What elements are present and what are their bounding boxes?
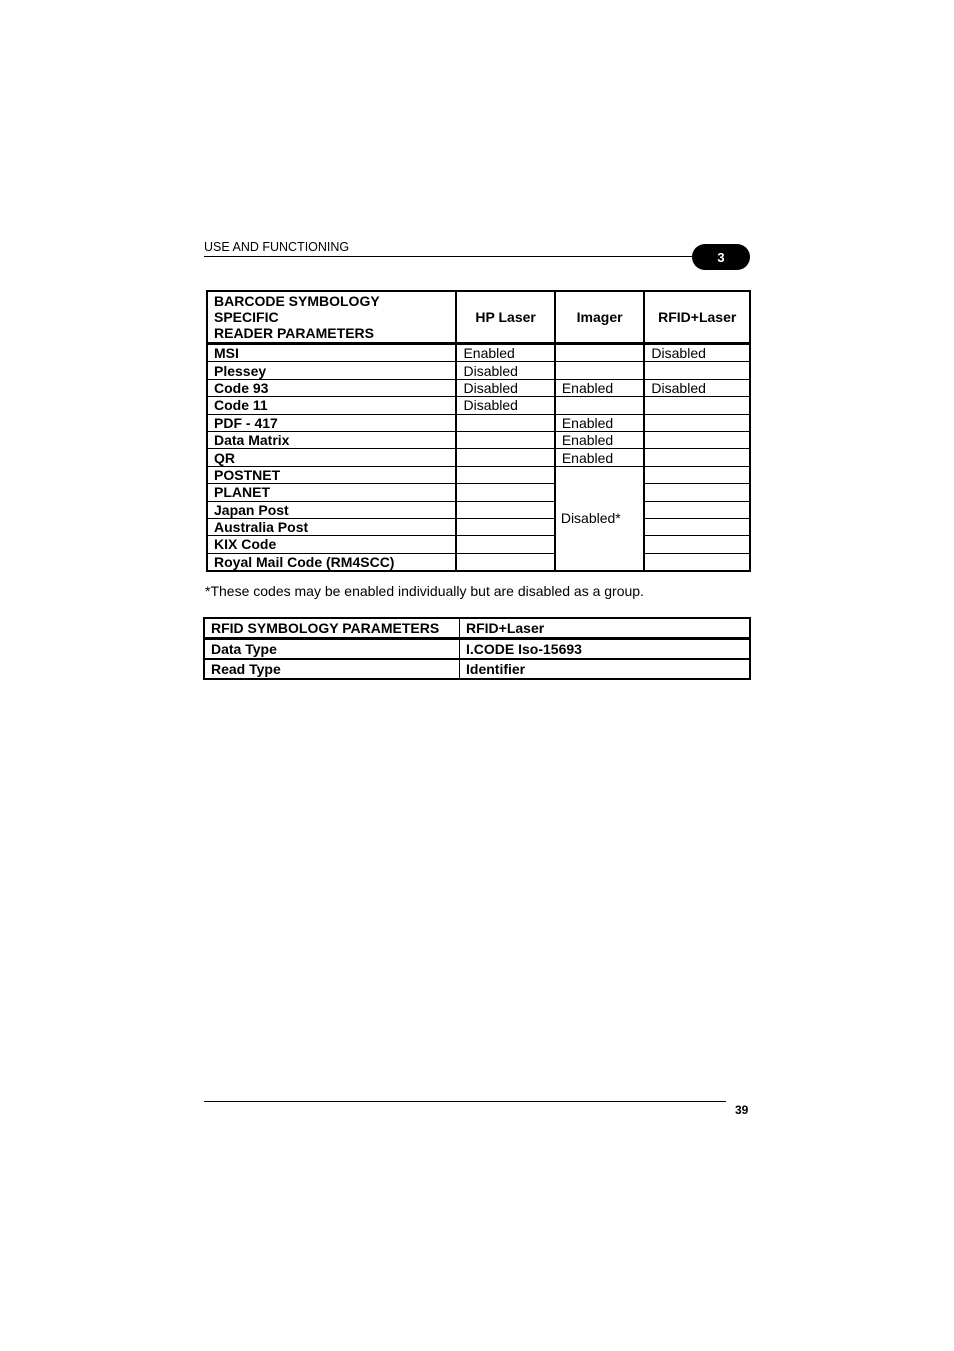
table-row [204, 659, 750, 679]
table-header-row [204, 618, 750, 639]
footer-rule [204, 1101, 726, 1102]
rfid-laser-value [644, 362, 750, 379]
table-row [207, 414, 750, 431]
symbology-name: POSTNET [207, 466, 456, 483]
symbology-name: Data Matrix [207, 431, 456, 448]
imager-value [555, 397, 645, 414]
hp-laser-value [456, 466, 554, 483]
hp-laser-value [456, 553, 554, 571]
rfid-laser-value [644, 553, 750, 571]
column-header-rfid-laser: RFID+Laser [644, 291, 750, 344]
table-row [207, 431, 750, 448]
rfid-laser-value [644, 536, 750, 553]
hp-laser-value [456, 536, 554, 553]
table-row [207, 449, 750, 466]
imager-value [555, 344, 645, 362]
hp-laser-value [456, 449, 554, 466]
section-title: USE AND FUNCTIONING [204, 240, 350, 254]
hp-laser-value: Disabled [456, 397, 554, 414]
table-row [207, 466, 750, 483]
page-number: 39 [735, 1103, 749, 1117]
table-header-row [207, 291, 750, 344]
hp-laser-value: Enabled [456, 344, 554, 362]
table-row [207, 484, 750, 501]
symbology-name: PDF - 417 [207, 414, 456, 431]
symbology-name: KIX Code [207, 536, 456, 553]
rfid-laser-value [644, 397, 750, 414]
imager-value: Enabled [555, 449, 645, 466]
table-row [207, 501, 750, 518]
rfid-laser-value [644, 414, 750, 431]
symbology-name: Royal Mail Code (RM4SCC) [207, 553, 456, 571]
rfid-parameter-name: Data Type [204, 639, 460, 660]
rfid-parameters-table [203, 617, 751, 680]
table-row [207, 379, 750, 396]
hp-laser-value [456, 431, 554, 448]
imager-value: Enabled [555, 431, 645, 448]
symbology-name: Japan Post [207, 501, 456, 518]
rfid-parameter-value: I.CODE Iso-15693 [460, 639, 751, 660]
rfid-laser-value [644, 518, 750, 535]
rfid-laser-value [644, 501, 750, 518]
symbology-name: Plessey [207, 362, 456, 379]
table-row [207, 553, 750, 571]
barcode-parameters-table [206, 290, 751, 572]
rfid-parameter-name: Read Type [204, 659, 460, 679]
symbology-name: Code 11 [207, 397, 456, 414]
column-header-rfid-laser: RFID+Laser [460, 618, 751, 639]
column-header-line: BARCODE SYMBOLOGY [214, 293, 380, 309]
symbology-name: Code 93 [207, 379, 456, 396]
column-header-hp-laser: HP Laser [456, 291, 554, 344]
imager-group-value: Disabled* [555, 466, 645, 571]
rfid-laser-value [644, 484, 750, 501]
hp-laser-value [456, 484, 554, 501]
symbology-name: QR [207, 449, 456, 466]
hp-laser-value: Disabled [456, 362, 554, 379]
imager-value [555, 362, 645, 379]
hp-laser-value [456, 501, 554, 518]
hp-laser-value [456, 414, 554, 431]
symbology-name: Australia Post [207, 518, 456, 535]
column-header-line: READER PARAMETERS [214, 325, 374, 341]
header-rule [204, 256, 702, 257]
rfid-parameter-value: Identifier [460, 659, 751, 679]
rfid-laser-value: Disabled [644, 344, 750, 362]
column-header-imager: Imager [555, 291, 645, 344]
column-header-line: SPECIFIC [214, 309, 279, 325]
column-header-parameters [207, 291, 456, 344]
symbology-name: MSI [207, 344, 456, 362]
table-row [207, 344, 750, 362]
imager-value: Enabled [555, 379, 645, 396]
rfid-laser-value: Disabled [644, 379, 750, 396]
hp-laser-value [456, 518, 554, 535]
imager-value: Enabled [555, 414, 645, 431]
table-row [207, 518, 750, 535]
symbology-name: PLANET [207, 484, 456, 501]
chapter-badge: 3 [692, 244, 750, 270]
footnote: *These codes may be enabled individually but are disabled as a group. [205, 583, 644, 599]
column-header-rfid-parameters: RFID SYMBOLOGY PARAMETERS [204, 618, 460, 639]
table-row [207, 397, 750, 414]
hp-laser-value: Disabled [456, 379, 554, 396]
rfid-laser-value [644, 431, 750, 448]
table-row [207, 536, 750, 553]
table-row [207, 362, 750, 379]
table-row [204, 639, 750, 660]
rfid-laser-value [644, 466, 750, 483]
rfid-laser-value [644, 449, 750, 466]
